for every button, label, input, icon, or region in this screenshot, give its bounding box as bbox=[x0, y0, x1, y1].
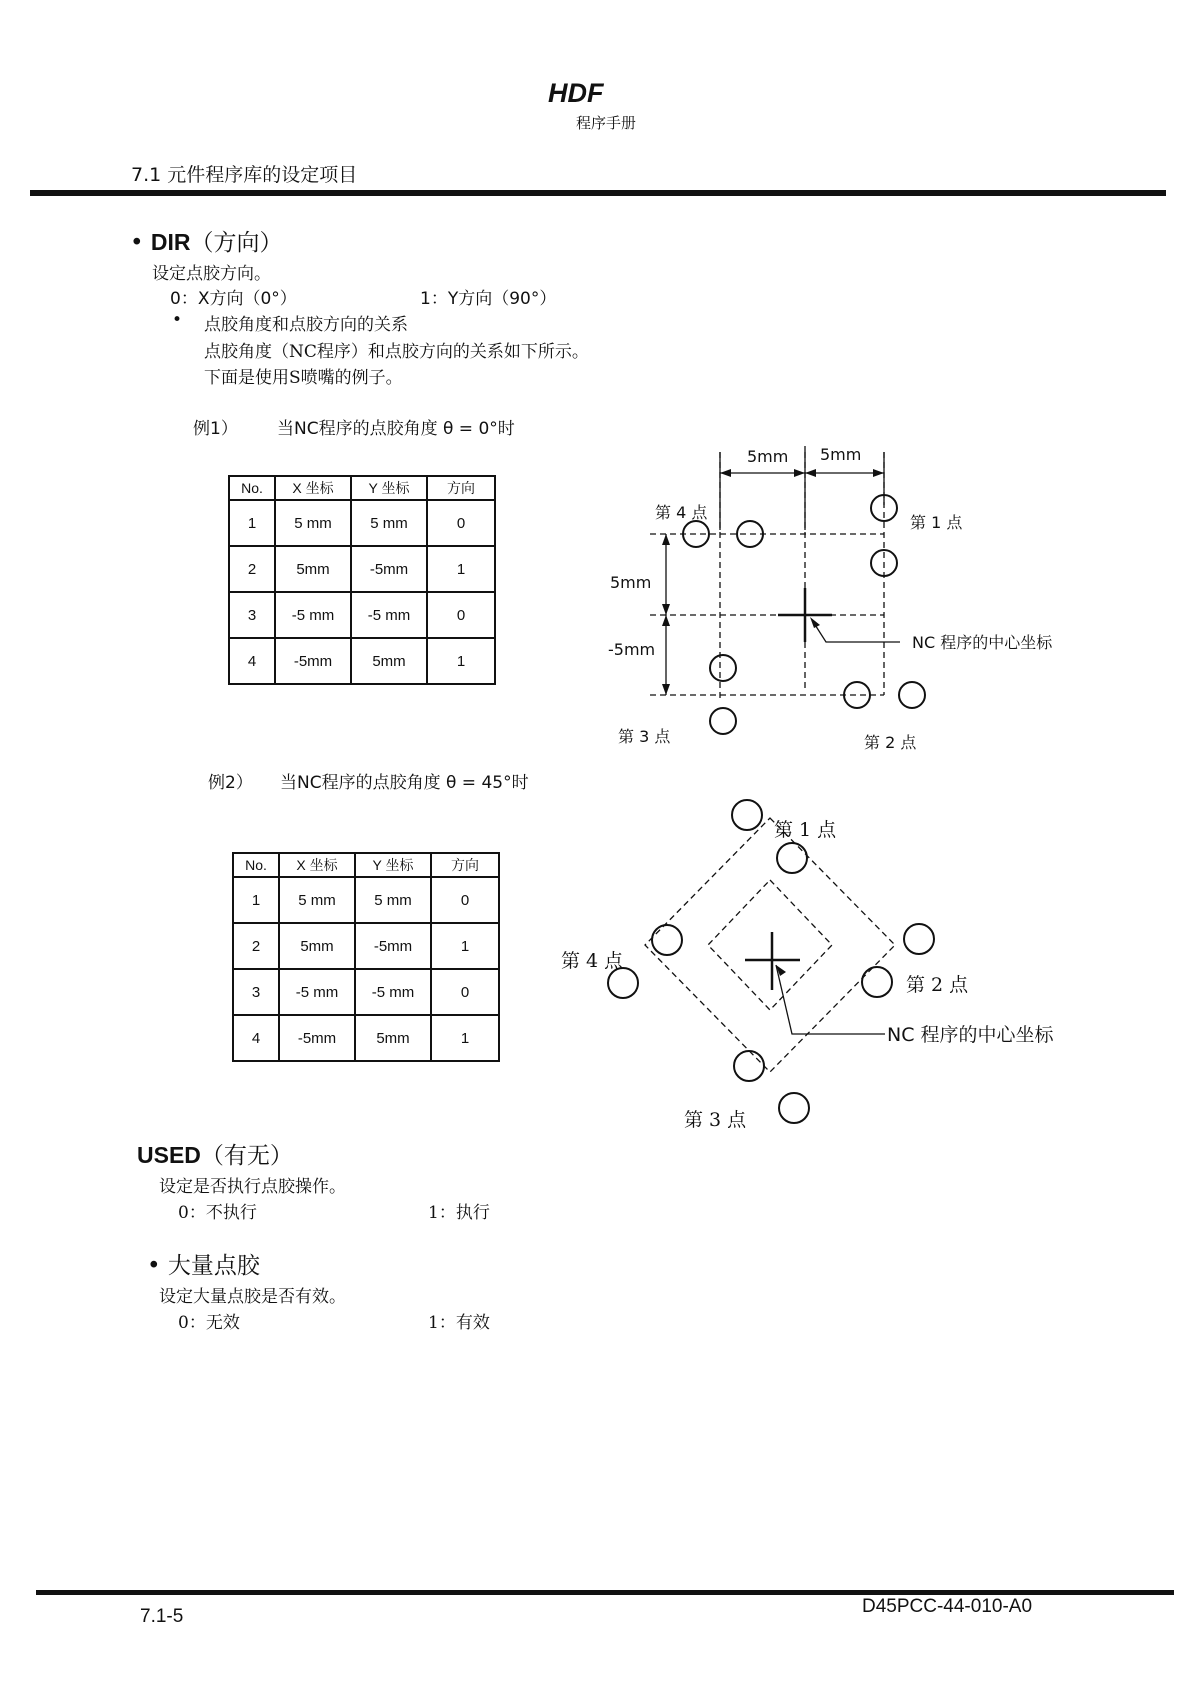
point3-label: 第 3 点 bbox=[618, 727, 671, 746]
center-leader bbox=[776, 965, 885, 1034]
dir-option-0: 0：X方向（0°） bbox=[170, 289, 297, 309]
dim-y-bottom: -5mm bbox=[608, 640, 656, 659]
inner-dashed-diamond bbox=[708, 880, 832, 1010]
point3-circle-b bbox=[779, 1093, 809, 1123]
dir-option-1: 1：Y方向（90°） bbox=[420, 289, 557, 309]
cell-x: 5 mm bbox=[275, 500, 351, 546]
dir-line1: 点胶角度（NC程序）和点胶方向的关系如下所示。 bbox=[204, 342, 589, 362]
cell-dir: 1 bbox=[431, 1015, 499, 1061]
cell-no: 1 bbox=[229, 500, 275, 546]
cell-x: 5mm bbox=[275, 546, 351, 592]
cell-y: -5 mm bbox=[355, 969, 431, 1015]
col-x: X 坐标 bbox=[275, 476, 351, 500]
col-y: Y 坐标 bbox=[355, 853, 431, 877]
cell-no: 2 bbox=[229, 546, 275, 592]
cell-dir: 0 bbox=[427, 592, 495, 638]
bulk-option-0: 0：无效 bbox=[178, 1313, 240, 1333]
dir-desc: 设定点胶方向。 bbox=[152, 264, 271, 284]
bulk-heading-text: 大量点胶 bbox=[167, 1253, 260, 1279]
cell-no: 4 bbox=[233, 1015, 279, 1061]
cell-dir: 0 bbox=[431, 877, 499, 923]
dir-heading-bold: DIR bbox=[150, 229, 191, 255]
point1-circle-b bbox=[777, 843, 807, 873]
col-dir: 方向 bbox=[431, 853, 499, 877]
col-dir: 方向 bbox=[427, 476, 495, 500]
cell-x: -5 mm bbox=[275, 592, 351, 638]
point1-label: 第 1 点 bbox=[910, 513, 963, 532]
brand-title: HDF bbox=[548, 78, 604, 108]
cell-dir: 1 bbox=[427, 546, 495, 592]
point3-label: 第 3 点 bbox=[684, 1109, 747, 1131]
point2-label: 第 2 点 bbox=[906, 974, 969, 996]
cell-no: 3 bbox=[233, 969, 279, 1015]
used-heading-rest: （有无） bbox=[200, 1143, 293, 1169]
page-number: 7.1-5 bbox=[140, 1606, 184, 1627]
cell-y: -5mm bbox=[351, 546, 427, 592]
col-y: Y 坐标 bbox=[351, 476, 427, 500]
cell-x: -5mm bbox=[275, 638, 351, 684]
bulk-option-1: 1：有效 bbox=[428, 1313, 490, 1333]
cell-y: -5mm bbox=[355, 923, 431, 969]
cell-y: 5mm bbox=[355, 1015, 431, 1061]
used-option-1: 1：执行 bbox=[428, 1203, 490, 1223]
dir-line2: 下面是使用S喷嘴的例子。 bbox=[204, 368, 403, 388]
cell-dir: 0 bbox=[427, 500, 495, 546]
point1-label: 第 1 点 bbox=[774, 819, 837, 841]
document-id: D45PCC-44-010-A0 bbox=[862, 1596, 1033, 1617]
point2-label: 第 2 点 bbox=[864, 733, 917, 752]
cell-no: 2 bbox=[233, 923, 279, 969]
cell-y: 5 mm bbox=[351, 500, 427, 546]
dim-x-right: 5mm bbox=[820, 445, 862, 464]
bulk-bullet: • bbox=[147, 1253, 168, 1279]
bulk-heading bbox=[147, 1247, 260, 1280]
cell-x: 5 mm bbox=[279, 877, 355, 923]
example1-label: 例1） bbox=[193, 419, 238, 439]
cell-dir: 1 bbox=[427, 638, 495, 684]
cell-no: 3 bbox=[229, 592, 275, 638]
manual-subtitle: 程序手册 bbox=[576, 114, 637, 132]
dim-y-top: 5mm bbox=[610, 573, 652, 592]
point2-circle-a bbox=[904, 924, 934, 954]
used-option-0: 0：不执行 bbox=[178, 1203, 257, 1223]
col-no: No. bbox=[233, 853, 279, 877]
point4-label: 第 4 点 bbox=[561, 950, 624, 972]
center-label: NC 程序的中心坐标 bbox=[887, 1024, 1054, 1046]
dir-bullet: • bbox=[130, 230, 151, 256]
cell-dir: 1 bbox=[431, 923, 499, 969]
dir-heading-rest: （方向） bbox=[190, 230, 283, 256]
cell-no: 1 bbox=[233, 877, 279, 923]
col-x: X 坐标 bbox=[279, 853, 355, 877]
point2-circle-b bbox=[862, 967, 892, 997]
dir-sub-bullet: • bbox=[172, 310, 183, 330]
point4-circle-a bbox=[652, 925, 682, 955]
cell-x: -5 mm bbox=[279, 969, 355, 1015]
point4-circle-b bbox=[608, 968, 638, 998]
cell-no: 4 bbox=[229, 638, 275, 684]
bulk-desc: 设定大量点胶是否有效。 bbox=[159, 1287, 346, 1307]
point1-circle-a bbox=[732, 800, 762, 830]
point4-label: 第 4 点 bbox=[655, 503, 708, 522]
cell-y: -5 mm bbox=[351, 592, 427, 638]
example1-caption: 当NC程序的点胶角度 θ = 0°时 bbox=[277, 419, 515, 439]
used-heading-bold: USED bbox=[137, 1142, 201, 1168]
used-desc: 设定是否执行点胶操作。 bbox=[159, 1177, 346, 1197]
cell-y: 5mm bbox=[351, 638, 427, 684]
col-no: No. bbox=[229, 476, 275, 500]
footer-rule bbox=[36, 1590, 1174, 1595]
example2-caption: 当NC程序的点胶角度 θ = 45°时 bbox=[280, 773, 529, 793]
example2-label: 例2） bbox=[208, 773, 253, 793]
cell-x: 5mm bbox=[279, 923, 355, 969]
cell-y: 5 mm bbox=[355, 877, 431, 923]
dir-bullet-title: 点胶角度和点胶方向的关系 bbox=[204, 315, 408, 335]
center-label: NC 程序的中心坐标 bbox=[912, 633, 1053, 652]
cell-dir: 0 bbox=[431, 969, 499, 1015]
used-heading bbox=[137, 1137, 293, 1170]
point3-circle-a bbox=[734, 1051, 764, 1081]
cell-x: -5mm bbox=[279, 1015, 355, 1061]
dim-x-left: 5mm bbox=[747, 447, 789, 466]
section-title: 7.1 元件程序库的设定项目 bbox=[131, 164, 358, 186]
